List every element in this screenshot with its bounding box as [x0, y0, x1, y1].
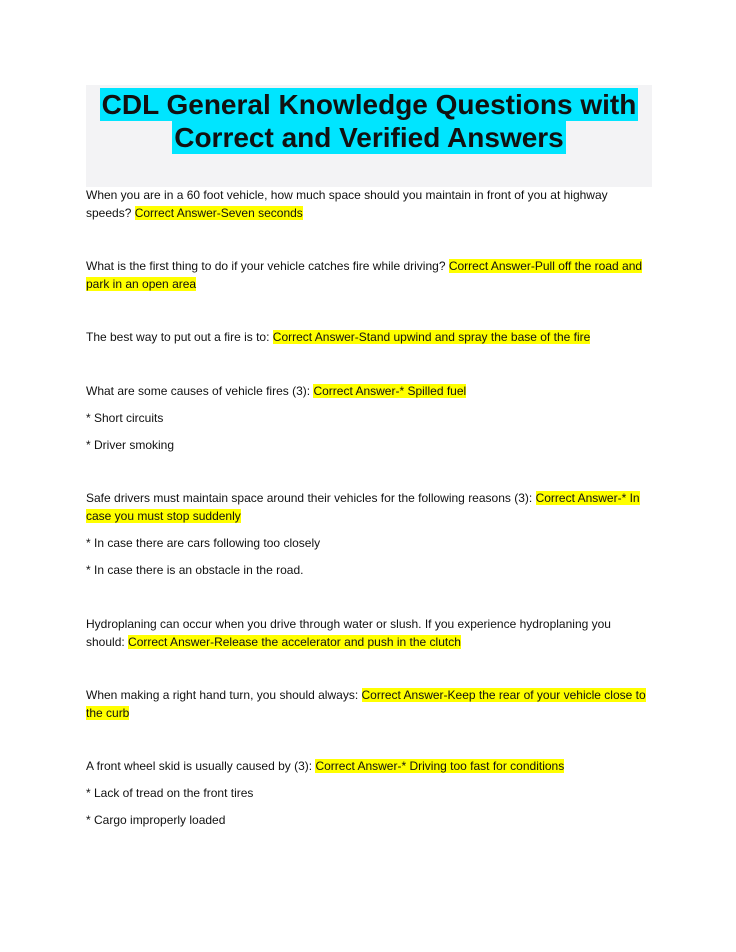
qa-item: [86, 489, 652, 579]
qa-item: [86, 257, 652, 293]
qa-paragraph: [86, 328, 652, 346]
answer-highlight: Correct Answer-Keep the rear of your vehicle close to the curb: [86, 688, 646, 720]
question-text: Hydroplaning can occur when you drive through water or slush. If you experience hydroplaning you should:: [86, 617, 611, 649]
answer-highlight: Correct Answer-* In case you must stop suddenly: [86, 491, 640, 523]
answer-highlight: Correct Answer-Stand upwind and spray the base of the fire: [272, 330, 591, 344]
bullet-item: * Cargo improperly loaded: [86, 813, 226, 827]
question-text: A front wheel skid is usually caused by (3):: [86, 759, 313, 773]
qa-item: [86, 382, 652, 454]
bullet-item: * In case there is an obstacle in the road.: [86, 563, 304, 577]
qa-list: [86, 186, 652, 829]
qa-item: [86, 186, 652, 222]
qa-paragraph: [86, 257, 652, 293]
question-text: The best way to put out a fire is to:: [86, 330, 270, 344]
qa-paragraph: [86, 489, 652, 525]
question-text: What is the first thing to do if your vehicle catches fire while driving?: [86, 259, 446, 273]
bullet-item: * In case there are cars following too closely: [86, 536, 321, 550]
bullet-item: * Driver smoking: [86, 438, 175, 452]
answer-highlight: Correct Answer-* Spilled fuel: [313, 384, 467, 398]
document-title-line-2: Correct and Verified Answers: [174, 122, 564, 153]
bullet-item: * Lack of tread on the front tires: [86, 786, 254, 800]
qa-paragraph: [86, 382, 652, 400]
qa-item: [86, 686, 652, 722]
qa-paragraph: [86, 686, 652, 722]
qa-item: [86, 615, 652, 651]
question-text: When you are in a 60 foot vehicle, how much space should you maintain in front of you at highway speeds?: [86, 188, 608, 220]
qa-paragraph: [86, 186, 652, 222]
question-text: When making a right hand turn, you should always:: [86, 688, 359, 702]
question-text: What are some causes of vehicle fires (3):: [86, 384, 311, 398]
question-text: Safe drivers must maintain space around their vehicles for the following reasons (3):: [86, 491, 533, 505]
qa-item: [86, 757, 652, 829]
title-block: [86, 85, 652, 187]
document-title-line-1: CDL General Knowledge Questions with: [101, 89, 637, 120]
answer-highlight: Correct Answer-Seven seconds: [134, 206, 303, 220]
answer-highlight: Correct Answer-Pull off the road and park in an open area: [86, 259, 643, 291]
qa-item: [86, 328, 652, 346]
qa-paragraph: [86, 615, 652, 651]
qa-paragraph: [86, 757, 652, 775]
answer-highlight: Correct Answer-* Driving too fast for conditions: [315, 759, 565, 773]
bullet-item: * Short circuits: [86, 411, 164, 425]
answer-highlight: Correct Answer-Release the accelerator and push in the clutch: [128, 635, 461, 649]
